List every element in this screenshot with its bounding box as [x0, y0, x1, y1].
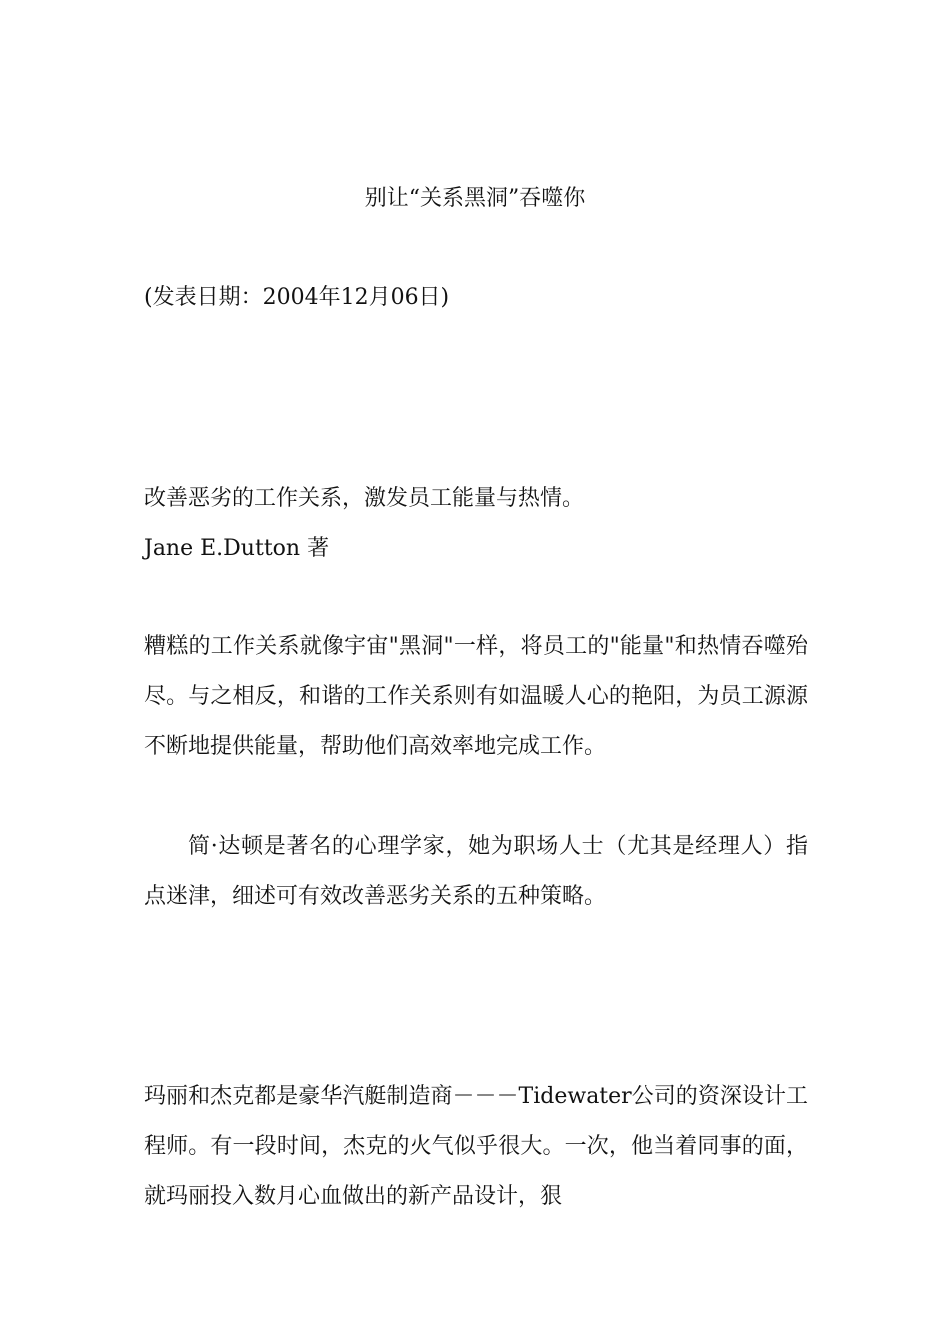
paragraph-1: 糟糕的工作关系就像宇宙"黑洞"一样，将员工的"能量"和热情吞噬殆尽。与之相反，和谐的工作关系则有如温暖人心的艳阳，为员工源源不断地提供能量，帮助他们高效率地完成工作。 — [144, 634, 808, 759]
article-subtitle: 改善恶劣的工作关系，激发员工能量与热情。 — [144, 486, 585, 511]
article-title: 别让“关系黑洞”吞噬你 — [364, 186, 586, 211]
publish-date: (发表日期：2004年12月06日) — [144, 285, 450, 310]
paragraph-3: 玛丽和杰克都是豪华汽艇制造商－－－Tidewater公司的资深设计工程师。有一段时间，杰克的火气似乎很大。一次，他当着同事的面，就玛丽投入数月心血做出的新产品设计，狠 — [144, 1084, 808, 1209]
paragraph-2: 简·达顿是著名的心理学家，她为职场人士（尤其是经理人）指点迷津，细述可有效改善恶劣关系的五种策略。 — [144, 834, 808, 909]
article-author: Jane E.Dutton 著 — [144, 536, 330, 561]
